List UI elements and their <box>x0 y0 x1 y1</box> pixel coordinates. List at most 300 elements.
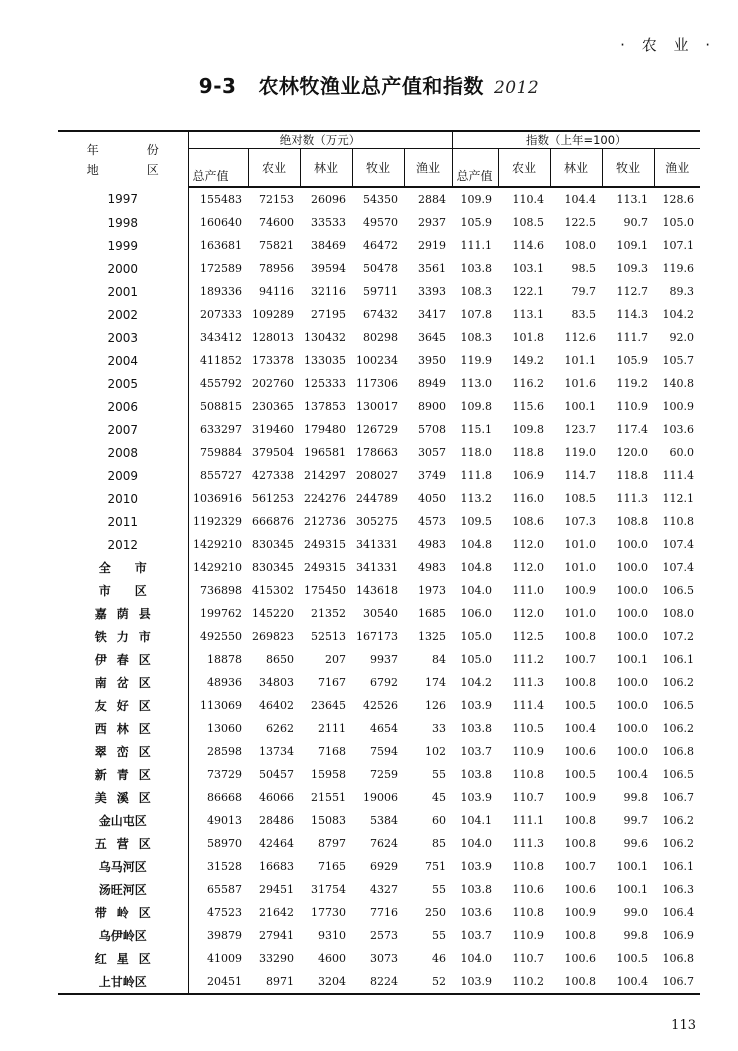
cell-idx-fishery: 106.5 <box>662 768 695 781</box>
cell-abs-forestry: 21352 <box>311 607 346 620</box>
region-label-text: 美 溪 区 <box>94 791 151 805</box>
cell-idx-total: 104.8 <box>460 561 493 574</box>
cell-abs-forestry: 23645 <box>311 699 346 712</box>
region-label <box>58 901 188 924</box>
cell-idx-agriculture: 111.2 <box>512 653 545 666</box>
cell-abs-agriculture: 28486 <box>259 814 294 827</box>
cell-idx-husbandry: 90.7 <box>623 216 649 229</box>
cell-idx-husbandry: 113.1 <box>616 193 649 206</box>
cell-abs-fishery: 174 <box>425 676 447 689</box>
cell-idx-total: 104.8 <box>460 538 493 551</box>
cell-idx-agriculture: 110.5 <box>512 722 545 735</box>
cell-abs-total: 455792 <box>200 377 242 390</box>
cell-abs-total: 1429210 <box>193 561 242 574</box>
cell-idx-fishery: 112.1 <box>662 492 695 505</box>
cell-idx-agriculture: 110.8 <box>512 768 545 781</box>
cell-idx-forestry: 100.8 <box>550 970 602 994</box>
table-row <box>58 924 700 947</box>
cell-idx-total: 104.0 <box>460 837 493 850</box>
region-label <box>58 832 188 855</box>
cell-idx-forestry: 101.0 <box>564 607 597 620</box>
cell-abs-husbandry: 208027 <box>356 469 398 482</box>
cell-abs-forestry: 214297 <box>304 469 346 482</box>
table-body <box>58 187 700 994</box>
cell-abs-total: 343412 <box>200 331 242 344</box>
cell-idx-fishery: 100.9 <box>662 400 695 413</box>
cell-idx-forestry: 100.8 <box>564 837 597 850</box>
cell-abs-total: 1429210 <box>193 538 242 551</box>
cell-abs-husbandry: 244789 <box>356 492 398 505</box>
cell-abs-agriculture: 109289 <box>252 308 294 321</box>
cell-idx-fishery: 107.4 <box>662 561 695 574</box>
cell-abs-forestry: 130432 <box>304 331 346 344</box>
cell-abs-husbandry: 19006 <box>363 791 398 804</box>
cell-abs-fishery: 250 <box>425 906 447 919</box>
cell-idx-fishery: 106.3 <box>662 883 695 896</box>
cell-idx-total: 108.3 <box>460 331 493 344</box>
cell-idx-husbandry: 111.3 <box>616 492 649 505</box>
cell-idx-forestry: 122.5 <box>564 216 597 229</box>
region-label-text: 市 区 <box>98 584 147 598</box>
col-header-idx-husbandry: 牧业 <box>602 149 654 188</box>
cell-idx-forestry: 100.6 <box>564 883 597 896</box>
cell-abs-fishery: 3561 <box>418 262 447 275</box>
col-header-abs-total: 总产值 <box>188 149 248 188</box>
cell-abs-forestry: 212736 <box>304 515 346 528</box>
cell-abs-forestry: 224276 <box>304 492 346 505</box>
cell-idx-forestry: 79.7 <box>571 285 597 298</box>
cell-abs-total: 855727 <box>200 469 242 482</box>
year-label: 2008 <box>58 441 188 464</box>
cell-abs-agriculture: 8650 <box>266 653 294 666</box>
cell-abs-fishery: 3950 <box>418 354 447 367</box>
cell-abs-agriculture: 72153 <box>259 193 294 206</box>
cell-idx-agriculture: 110.7 <box>512 952 545 965</box>
cell-abs-agriculture: 379504 <box>252 446 294 459</box>
cell-idx-husbandry: 120.0 <box>616 446 649 459</box>
cell-idx-agriculture: 110.6 <box>512 883 545 896</box>
col-header-idx-forestry: 林业 <box>550 149 602 188</box>
cell-abs-fishery: 55 <box>432 929 447 942</box>
cell-idx-total: 103.8 <box>460 722 493 735</box>
cell-idx-husbandry: 114.3 <box>616 308 649 321</box>
cell-idx-husbandry: 100.0 <box>616 538 649 551</box>
table-row <box>58 694 700 717</box>
cell-abs-total: 65587 <box>207 883 242 896</box>
cell-idx-total: 111.8 <box>460 469 493 482</box>
cell-idx-forestry: 100.5 <box>564 699 597 712</box>
cell-abs-husbandry: 4654 <box>370 722 398 735</box>
cell-abs-husbandry: 7594 <box>370 745 398 758</box>
cell-idx-forestry: 100.9 <box>564 906 597 919</box>
region-label <box>58 717 188 740</box>
cell-idx-fishery: 128.6 <box>662 193 695 206</box>
cell-idx-total: 109.9 <box>460 193 493 206</box>
table-row <box>58 648 700 671</box>
cell-idx-total: 109.8 <box>460 400 493 413</box>
table-row <box>58 464 700 487</box>
cell-abs-forestry: 175450 <box>304 584 346 597</box>
cell-idx-fishery: 106.5 <box>662 584 695 597</box>
cell-abs-fishery: 3417 <box>418 308 447 321</box>
cell-abs-agriculture: 13734 <box>259 745 294 758</box>
cell-idx-agriculture: 110.4 <box>512 193 545 206</box>
cell-idx-agriculture: 101.8 <box>512 331 545 344</box>
cell-abs-fishery: 3393 <box>418 285 447 298</box>
cell-abs-forestry: 38469 <box>311 239 346 252</box>
cell-abs-forestry: 125333 <box>304 377 346 390</box>
cell-abs-forestry: 4600 <box>318 952 346 965</box>
table-row <box>58 970 700 994</box>
cell-idx-fishery: 106.1 <box>662 860 695 873</box>
cell-abs-total: 48936 <box>207 676 242 689</box>
cell-abs-forestry: 52513 <box>311 630 346 643</box>
region-label-text: 新 青 区 <box>94 768 151 782</box>
cell-abs-fishery: 1973 <box>418 584 447 597</box>
cell-idx-total: 105.0 <box>460 653 493 666</box>
cell-abs-husbandry: 42526 <box>363 699 398 712</box>
cell-idx-husbandry: 100.0 <box>616 630 649 643</box>
cell-abs-agriculture: 46402 <box>259 699 294 712</box>
cell-abs-fishery: 8949 <box>418 377 447 390</box>
table-number: 9-3 <box>198 74 237 98</box>
cell-abs-forestry: 15958 <box>311 768 346 781</box>
cell-abs-fishery: 8900 <box>418 400 447 413</box>
col-header-idx-total: 总产值 <box>452 149 498 188</box>
region-label-text: 南 岔 区 <box>94 676 151 690</box>
cell-abs-total: 47523 <box>207 906 242 919</box>
cell-idx-forestry: 104.4 <box>564 193 597 206</box>
cell-abs-fishery: 1325 <box>418 630 447 643</box>
table-row <box>58 280 700 303</box>
cell-idx-agriculture: 110.9 <box>512 929 545 942</box>
cell-abs-fishery: 4983 <box>418 538 447 551</box>
cell-idx-fishery: 106.5 <box>662 699 695 712</box>
cell-abs-husbandry: 3073 <box>370 952 398 965</box>
region-label-text: 铁 力 市 <box>94 630 151 644</box>
cell-abs-total: 41009 <box>207 952 242 965</box>
cell-idx-agriculture: 111.4 <box>512 699 545 712</box>
cell-abs-husbandry: 46472 <box>363 239 398 252</box>
cell-idx-forestry: 100.4 <box>564 722 597 735</box>
cell-idx-fishery: 107.4 <box>662 538 695 551</box>
cell-abs-husbandry: 9937 <box>370 653 398 666</box>
region-label <box>58 740 188 763</box>
row-header <box>58 131 188 187</box>
cell-idx-total: 106.0 <box>460 607 493 620</box>
cell-idx-fishery: 106.8 <box>662 745 695 758</box>
cell-abs-forestry: 17730 <box>311 906 346 919</box>
cell-idx-total: 107.8 <box>460 308 493 321</box>
cell-abs-fishery: 33 <box>432 722 447 735</box>
cell-idx-fishery: 106.4 <box>662 906 695 919</box>
cell-idx-husbandry: 99.8 <box>623 791 649 804</box>
region-label <box>58 625 188 648</box>
cell-abs-husbandry: 6929 <box>370 860 398 873</box>
cell-idx-agriculture: 110.7 <box>512 791 545 804</box>
cell-abs-forestry: 179480 <box>304 423 346 436</box>
cell-idx-forestry: 100.5 <box>564 768 597 781</box>
cell-abs-total: 492550 <box>200 630 242 643</box>
table-row <box>58 211 700 234</box>
cell-abs-total: 207333 <box>200 308 242 321</box>
cell-abs-forestry: 8797 <box>318 837 346 850</box>
region-label-text: 上甘岭区 <box>98 975 147 989</box>
cell-idx-forestry: 114.7 <box>564 469 597 482</box>
cell-idx-total: 104.0 <box>460 952 493 965</box>
cell-abs-husbandry: 178663 <box>356 446 398 459</box>
cell-idx-agriculture: 110.9 <box>512 745 545 758</box>
table-row <box>58 418 700 441</box>
table-row <box>58 579 700 602</box>
cell-idx-total: 103.7 <box>460 929 493 942</box>
cell-abs-total: 411852 <box>200 354 242 367</box>
cell-abs-total: 113069 <box>200 699 242 712</box>
cell-idx-fishery: 103.6 <box>662 423 695 436</box>
col-header-idx-agriculture: 农业 <box>498 149 550 188</box>
cell-abs-total: 155483 <box>200 193 242 206</box>
cell-abs-agriculture: 415302 <box>252 584 294 597</box>
cell-abs-agriculture: 34803 <box>259 676 294 689</box>
cell-abs-fishery: 3749 <box>418 469 447 482</box>
cell-abs-agriculture: 33290 <box>259 952 294 965</box>
cell-abs-total: 1192329 <box>193 515 242 528</box>
cell-abs-agriculture: 173378 <box>252 354 294 367</box>
cell-abs-fishery: 2884 <box>418 193 447 206</box>
cell-idx-agriculture: 110.8 <box>512 906 545 919</box>
handwritten-note: 2012 <box>493 78 540 98</box>
cell-idx-agriculture: 110.2 <box>498 970 550 994</box>
cell-abs-agriculture: 75821 <box>259 239 294 252</box>
cell-abs-forestry: 3204 <box>300 970 352 994</box>
table-row <box>58 763 700 786</box>
cell-idx-fishery: 106.2 <box>662 722 695 735</box>
region-label <box>58 947 188 970</box>
cell-abs-husbandry: 5384 <box>370 814 398 827</box>
cell-abs-fishery: 3645 <box>418 331 447 344</box>
table-row <box>58 441 700 464</box>
cell-abs-agriculture: 8971 <box>248 970 300 994</box>
cell-idx-total: 119.9 <box>460 354 493 367</box>
table-title: 农林牧渔业总产值和指数 <box>258 74 484 98</box>
cell-idx-fishery: 106.8 <box>662 952 695 965</box>
cell-idx-agriculture: 112.0 <box>512 607 545 620</box>
cell-abs-agriculture: 230365 <box>252 400 294 413</box>
cell-idx-forestry: 100.8 <box>564 676 597 689</box>
cell-idx-total: 109.5 <box>460 515 493 528</box>
region-label <box>58 556 188 579</box>
cell-idx-total: 115.1 <box>460 423 493 436</box>
table-row <box>58 809 700 832</box>
cell-abs-husbandry: 305275 <box>356 515 398 528</box>
cell-idx-husbandry: 100.0 <box>616 722 649 735</box>
cell-idx-total: 103.9 <box>460 791 493 804</box>
cell-abs-agriculture: 78956 <box>259 262 294 275</box>
cell-abs-forestry: 7168 <box>318 745 346 758</box>
region-label <box>58 970 188 994</box>
page-number: 113 <box>671 1018 696 1033</box>
cell-abs-husbandry: 7716 <box>370 906 398 919</box>
cell-idx-forestry: 108.0 <box>564 239 597 252</box>
cell-idx-fishery: 89.3 <box>669 285 695 298</box>
cell-abs-total: 28598 <box>207 745 242 758</box>
cell-idx-husbandry: 118.8 <box>616 469 649 482</box>
table-row <box>58 947 700 970</box>
region-label <box>58 878 188 901</box>
year-label: 2003 <box>58 326 188 349</box>
region-label <box>58 671 188 694</box>
cell-idx-husbandry: 99.0 <box>623 906 649 919</box>
cell-abs-fishery: 2919 <box>418 239 447 252</box>
cell-idx-total: 103.7 <box>460 745 493 758</box>
cell-abs-agriculture: 830345 <box>252 538 294 551</box>
cell-idx-fishery: 105.0 <box>662 216 695 229</box>
cell-abs-husbandry: 143618 <box>356 584 398 597</box>
region-label <box>58 786 188 809</box>
year-label: 2004 <box>58 349 188 372</box>
cell-abs-agriculture: 74600 <box>259 216 294 229</box>
region-label <box>58 855 188 878</box>
cell-idx-total: 103.9 <box>460 860 493 873</box>
cell-idx-husbandry: 100.0 <box>616 584 649 597</box>
cell-abs-husbandry: 54350 <box>363 193 398 206</box>
year-label: 2010 <box>58 487 188 510</box>
region-label-text: 五 营 区 <box>94 837 151 851</box>
cell-idx-forestry: 100.6 <box>564 952 597 965</box>
cell-idx-fishery: 106.7 <box>654 970 700 994</box>
cell-abs-fishery: 85 <box>432 837 447 850</box>
table-row <box>58 901 700 924</box>
section-label: · 农 业 · <box>620 36 716 54</box>
cell-abs-fishery: 60 <box>432 814 447 827</box>
cell-abs-fishery: 751 <box>425 860 447 873</box>
cell-idx-fishery: 106.7 <box>662 791 695 804</box>
group-header-index: 指数（上年=100） <box>452 131 700 149</box>
cell-idx-agriculture: 118.8 <box>512 446 545 459</box>
cell-abs-fishery: 46 <box>432 952 447 965</box>
cell-abs-total: 73729 <box>207 768 242 781</box>
cell-idx-agriculture: 116.2 <box>512 377 545 390</box>
cell-idx-husbandry: 110.9 <box>616 400 649 413</box>
row-header-region-2: 区 <box>146 162 159 177</box>
col-header-abs-husbandry: 牧业 <box>352 149 404 188</box>
table-row <box>58 740 700 763</box>
table-row <box>58 786 700 809</box>
cell-abs-forestry: 15083 <box>311 814 346 827</box>
cell-idx-husbandry: 100.4 <box>602 970 654 994</box>
table-row <box>58 326 700 349</box>
cell-abs-forestry: 39594 <box>311 262 346 275</box>
cell-abs-agriculture: 6262 <box>266 722 294 735</box>
table-row <box>58 625 700 648</box>
cell-idx-forestry: 101.6 <box>564 377 597 390</box>
region-label <box>58 579 188 602</box>
year-label: 2006 <box>58 395 188 418</box>
cell-abs-husbandry: 7624 <box>370 837 398 850</box>
cell-abs-forestry: 31754 <box>311 883 346 896</box>
cell-abs-husbandry: 4327 <box>370 883 398 896</box>
cell-idx-fishery: 106.1 <box>662 653 695 666</box>
region-label <box>58 694 188 717</box>
cell-idx-fishery: 111.4 <box>662 469 695 482</box>
cell-idx-total: 104.0 <box>460 584 493 597</box>
cell-abs-forestry: 249315 <box>304 561 346 574</box>
region-label-text: 红 星 区 <box>94 952 151 966</box>
cell-abs-forestry: 133035 <box>304 354 346 367</box>
col-header-abs-agriculture: 农业 <box>248 149 300 188</box>
cell-idx-husbandry: 111.7 <box>616 331 649 344</box>
year-label: 2001 <box>58 280 188 303</box>
cell-abs-agriculture: 269823 <box>252 630 294 643</box>
cell-abs-agriculture: 42464 <box>259 837 294 850</box>
cell-idx-agriculture: 149.2 <box>512 354 545 367</box>
cell-abs-forestry: 7167 <box>318 676 346 689</box>
cell-abs-agriculture: 46066 <box>259 791 294 804</box>
cell-idx-husbandry: 100.4 <box>616 768 649 781</box>
cell-idx-agriculture: 116.0 <box>512 492 545 505</box>
cell-idx-husbandry: 109.1 <box>616 239 649 252</box>
table-row <box>58 533 700 556</box>
row-header-year-2: 份 <box>146 142 159 157</box>
cell-abs-agriculture: 561253 <box>252 492 294 505</box>
cell-idx-agriculture: 112.0 <box>512 538 545 551</box>
cell-idx-forestry: 100.8 <box>564 630 597 643</box>
cell-abs-forestry: 137853 <box>304 400 346 413</box>
cell-abs-total: 31528 <box>207 860 242 873</box>
cell-idx-forestry: 100.9 <box>564 791 597 804</box>
cell-abs-forestry: 2111 <box>318 722 346 735</box>
cell-abs-husbandry: 341331 <box>356 561 398 574</box>
cell-abs-total: 13060 <box>207 722 242 735</box>
cell-idx-agriculture: 109.8 <box>512 423 545 436</box>
cell-idx-husbandry: 105.9 <box>616 354 649 367</box>
cell-abs-total: 39879 <box>207 929 242 942</box>
region-label-text: 带 岭 区 <box>94 906 151 920</box>
cell-abs-total: 633297 <box>200 423 242 436</box>
statistics-table <box>58 130 700 995</box>
region-label <box>58 602 188 625</box>
cell-idx-total: 103.9 <box>452 970 498 994</box>
table-row <box>58 602 700 625</box>
cell-idx-forestry: 100.1 <box>564 400 597 413</box>
cell-idx-total: 103.8 <box>460 768 493 781</box>
cell-idx-husbandry: 99.8 <box>623 929 649 942</box>
cell-idx-fishery: 108.0 <box>662 607 695 620</box>
year-label: 2011 <box>58 510 188 533</box>
cell-idx-forestry: 100.8 <box>564 814 597 827</box>
cell-abs-fishery: 3057 <box>418 446 447 459</box>
cell-idx-total: 113.2 <box>460 492 493 505</box>
cell-abs-total: 160640 <box>200 216 242 229</box>
cell-idx-agriculture: 111.3 <box>512 837 545 850</box>
cell-idx-forestry: 100.7 <box>564 653 597 666</box>
cell-abs-fishery: 5708 <box>418 423 447 436</box>
year-label: 2009 <box>58 464 188 487</box>
cell-abs-husbandry: 117306 <box>356 377 398 390</box>
table-row <box>58 372 700 395</box>
cell-idx-fishery: 140.8 <box>662 377 695 390</box>
region-label-text: 伊 春 区 <box>94 653 151 667</box>
cell-abs-agriculture: 830345 <box>252 561 294 574</box>
cell-idx-agriculture: 111.3 <box>512 676 545 689</box>
table-row <box>58 832 700 855</box>
cell-abs-total: 58970 <box>207 837 242 850</box>
cell-idx-fishery: 106.2 <box>662 814 695 827</box>
table-row <box>58 303 700 326</box>
cell-abs-forestry: 196581 <box>304 446 346 459</box>
cell-abs-husbandry: 130017 <box>356 400 398 413</box>
cell-idx-forestry: 123.7 <box>564 423 597 436</box>
